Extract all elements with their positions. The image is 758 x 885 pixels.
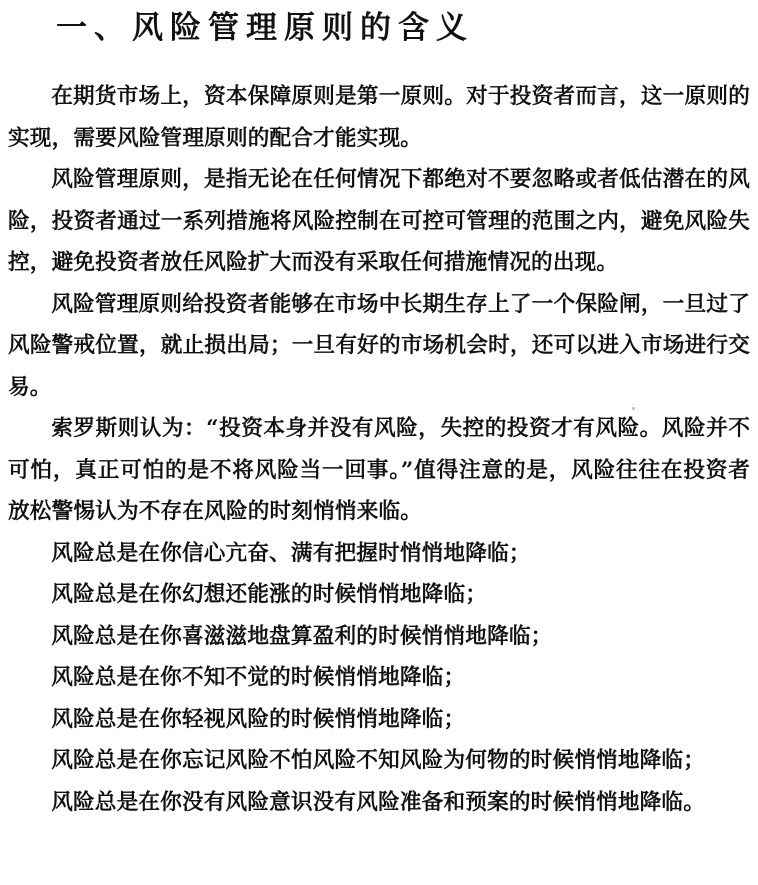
paragraph: 风险总是在你信心亢奋、满有把握时悄悄地降临； xyxy=(51,540,531,566)
paragraph: 风险总是在你不知不觉的时候悄悄地降临； xyxy=(51,665,466,690)
paragraph: 索罗斯则认为：“投资本身并没有风险，失控的投资才有风险。风险并不可怕，真正可怕的是不将风险当一回事。”值得注意的是，风险往往在投资者放松警惕认为不存在风险的时刻悄悄来临。 xyxy=(8,416,750,524)
paragraph: 风险管理原则给投资者能够在市场中长期生存上了一个保险闸，一旦过了风险警戒位置，就止损出局；一旦有好的市场机会时，还可以进入市场进行交易。 xyxy=(8,291,750,400)
section-heading: 一、风险管理原则的含义 xyxy=(56,10,474,46)
paragraph: 风险管理原则，是指无论在任何情况下都绝对不要忽略或者低估潜在的风险，投资者通过一系列措施将风险控制在可控可管理的范围之内，避免风险失控，避免投资者放任风险扩大而没有采取任何措施情况的出现。 xyxy=(8,167,750,275)
scan-speck xyxy=(632,407,635,410)
body-text xyxy=(8,76,750,823)
paragraph: 风险总是在你喜滋滋地盘算盈利的时候悄悄地降临； xyxy=(51,623,553,649)
paragraph: 在期货市场上，资本保障原则是第一原则。对于投资者而言，这一原则的实现，需要风险管理原则的配合才能实现。 xyxy=(8,84,750,151)
paragraph: 风险总是在你忘记风险不怕风险不知风险为何物的时候悄悄地降临； xyxy=(51,748,706,773)
paragraph: 风险总是在你没有风险意识没有风险准备和预案的时候悄悄地降临。 xyxy=(51,789,706,815)
paragraph: 风险总是在你轻视风险的时候悄悄地降临； xyxy=(51,706,466,732)
paragraph: 风险总是在你幻想还能涨的时候悄悄地降临； xyxy=(51,582,488,607)
